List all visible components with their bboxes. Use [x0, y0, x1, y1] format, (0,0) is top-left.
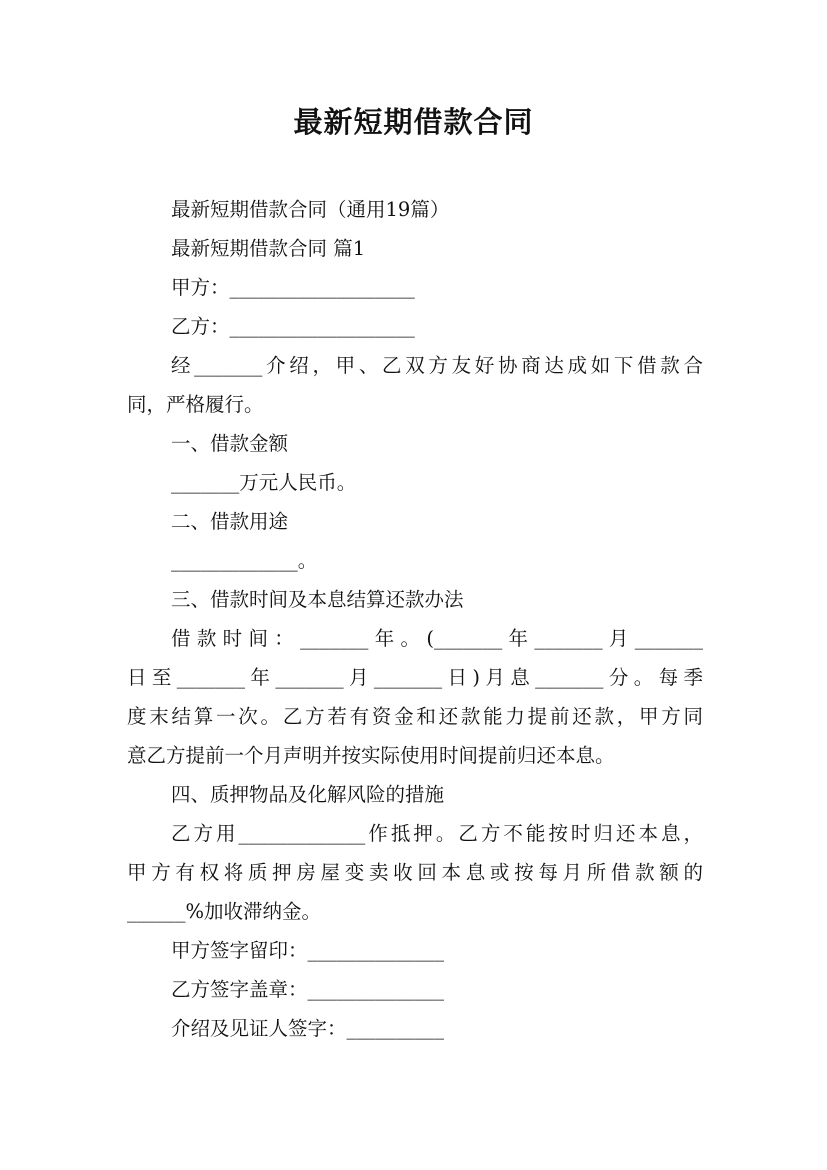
- witness-signature-line: 介绍及见证人签字：__________: [171, 1017, 445, 1040]
- party-a-signature-line: 甲方签字留印：______________: [171, 939, 445, 962]
- clause-heading-pledge: 四、质押物品及化解风险的措施: [171, 783, 445, 806]
- pledge-paragraph-line-3: ______%加收滞纳金。: [127, 900, 322, 923]
- repayment-paragraph-line-2: 日至_______年_______月_______日)月息_______分。每季: [127, 666, 703, 689]
- clause-heading-purpose: 二、借款用途: [171, 510, 289, 533]
- party-b-line: 乙方：___________________: [171, 315, 415, 338]
- repayment-paragraph-line-1: 借款时间：_______年。(_______年_______月_______: [171, 627, 703, 650]
- intro-paragraph-line-2: 同，严格履行。: [127, 393, 264, 416]
- clause-heading-repayment: 三、借款时间及本息结算还款办法: [171, 588, 464, 611]
- repayment-paragraph-line-3: 度末结算一次。乙方若有资金和还款能力提前还款，甲方同: [127, 705, 703, 728]
- section-heading-line: 最新短期借款合同 篇1: [171, 237, 366, 260]
- document-body: [127, 190, 703, 1048]
- repayment-paragraph-line-4: 意乙方提前一个月声明并按实际使用时间提前归还本息。: [127, 744, 615, 767]
- intro-paragraph-line-1: 经_______介绍，甲、乙双方友好协商达成如下借款合: [171, 354, 703, 377]
- pledge-paragraph-line-2: 甲方有权将质押房屋变卖收回本息或按每月所借款额的: [127, 861, 703, 884]
- clause-heading-amount: 一、借款金额: [171, 432, 289, 455]
- party-b-signature-line: 乙方签字盖章：______________: [171, 978, 445, 1001]
- party-a-line: 甲方：___________________: [171, 276, 415, 299]
- pledge-paragraph-line-1: 乙方用_____________作抵押。乙方不能按时归还本息，: [171, 822, 703, 845]
- purpose-line: _____________。: [171, 549, 318, 572]
- subtitle-line: 最新短期借款合同（通用19篇）: [171, 198, 450, 221]
- document-title: 最新短期借款合同: [293, 105, 534, 139]
- amount-line: _______万元人民币。: [171, 471, 357, 494]
